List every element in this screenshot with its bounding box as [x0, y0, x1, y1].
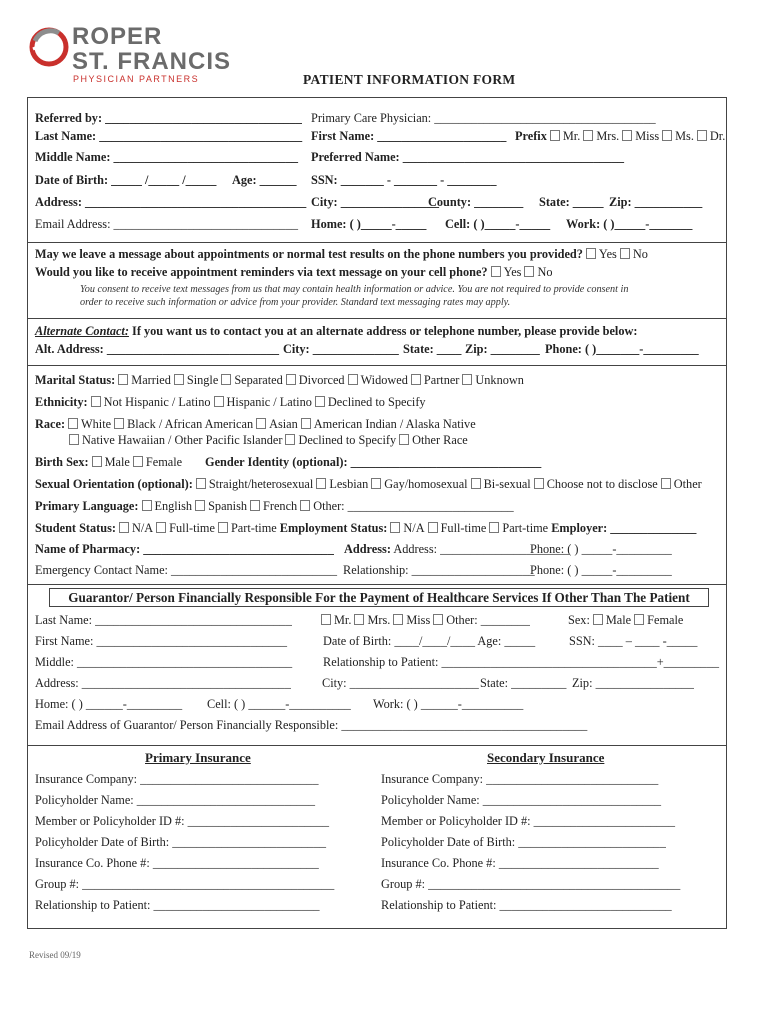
city-field[interactable]: City: ________________ — [311, 195, 440, 209]
marital-partner-checkbox[interactable] — [411, 374, 421, 385]
relationship-field[interactable]: Relationship: ____________________ — [343, 563, 535, 577]
alt-address-field[interactable]: Alt. Address: ____________________________ — [35, 342, 280, 356]
alt-city-field[interactable]: City: ______________ — [283, 342, 399, 356]
guarantor-email-field[interactable]: Email Address of Guarantor/ Person Financially Responsible: ________________________________________ — [35, 718, 588, 732]
race-native-hawaiian-checkbox[interactable] — [69, 434, 79, 445]
alt-zip-field[interactable]: Zip: ________ — [465, 342, 540, 356]
alternate-contact-header: Alternate Contact: If you want us to contact you at an alternate address or telephone number, please provide below: — [35, 324, 638, 338]
guarantor-cell-field[interactable]: Cell: ( ) ______-__________ — [207, 697, 351, 711]
prefix-group: Prefix Mr. Mrs. Miss Ms. Dr. — [515, 129, 726, 143]
ssn-field[interactable]: SSN: _______ - _______ - ________ — [311, 173, 497, 187]
prefix-mrs-checkbox[interactable] — [583, 130, 593, 141]
orientation-bisexual-checkbox[interactable] — [471, 478, 481, 489]
roper-logo-icon — [29, 27, 69, 67]
guarantor-first-name-field[interactable]: First Name: _______________________________ — [35, 634, 288, 648]
guarantor-middle-field[interactable]: Middle: ___________________________________ — [35, 655, 293, 669]
student-employment-row: Student Status: N/A Full-time Part-time Employment Status: N/A Full-time Part-time Employer: ______________ — [35, 521, 697, 535]
emergency-phone-field[interactable]: Phone: ( ) _____-_________ — [530, 563, 672, 577]
orientation-not-disclose-checkbox[interactable] — [534, 478, 544, 489]
language-english-checkbox[interactable] — [142, 500, 152, 511]
pharmacy-field[interactable]: Name of Pharmacy: _______________________________ — [35, 542, 334, 556]
brand-name-line1: ROPER — [72, 23, 163, 50]
zip-field[interactable]: Zip: ___________ — [609, 195, 703, 209]
guarantor-address-field[interactable]: Address: __________________________________ — [35, 676, 291, 690]
race-black-checkbox[interactable] — [114, 418, 124, 429]
primary-member-id-field[interactable]: Member or Policyholder ID #: _______________________ — [35, 814, 330, 828]
guarantor-relationship-field[interactable]: Relationship to Patient: ___________________________________+_________ — [323, 655, 719, 669]
race-american-indian-checkbox[interactable] — [301, 418, 311, 429]
brand-name-line2: ST. FRANCIS — [72, 48, 232, 75]
gender-identity-field[interactable]: Gender Identity (optional): _______________________________ — [205, 455, 542, 469]
text-consent: Would you like to receive appointment reminders via text message on your cell phone? Yes No — [35, 265, 553, 279]
guarantor-last-name-field[interactable]: Last Name: ________________________________ — [35, 613, 292, 627]
secondary-insurance-title: Secondary Insurance — [487, 750, 605, 765]
guarantor-ssn-field[interactable]: SSN: ____ – ____ -_____ — [569, 634, 698, 648]
primary-policyholder-dob-field[interactable]: Policyholder Date of Birth: _________________________ — [35, 835, 327, 849]
email-field[interactable]: Email Address: ______________________________ — [35, 217, 299, 231]
state-field[interactable]: State: _____ — [539, 195, 604, 209]
secondary-relationship-field[interactable]: Relationship to Patient: ____________________________ — [381, 898, 672, 912]
marital-status-row: Marital Status: Married Single Separated Divorced Widowed Partner Unknown — [35, 373, 524, 387]
emergency-contact-field[interactable]: Emergency Contact Name: ___________________________ — [35, 563, 338, 577]
text-yes-checkbox[interactable] — [491, 266, 501, 277]
employment-na-checkbox[interactable] — [390, 522, 400, 533]
guarantor-other-checkbox[interactable] — [433, 614, 443, 625]
ethnicity-row: Ethnicity: Not Hispanic / Latino Hispanic / Latino Declined to Specify — [35, 395, 426, 409]
form-title: PATIENT INFORMATION FORM — [303, 72, 516, 87]
alt-phone-field[interactable]: Phone: ( )_______-_________ — [545, 342, 699, 356]
orientation-row: Sexual Orientation (optional): Straight/heterosexual Lesbian Gay/homosexual Bi-sexual Choose not to disclose Other — [35, 477, 702, 491]
student-na-checkbox[interactable] — [119, 522, 129, 533]
race-asian-checkbox[interactable] — [256, 418, 266, 429]
alt-state-field[interactable]: State: ____ — [403, 342, 462, 356]
message-consent: May we leave a message about appointments or normal test results on the phone numbers you provided? Yes No — [35, 247, 648, 261]
guarantor-miss-checkbox[interactable] — [393, 614, 403, 625]
text-no-checkbox[interactable] — [524, 266, 534, 277]
guarantor-title: Guarantor/ Person Financially Responsible For the Payment of Healthcare Services If Other Than The Patient — [49, 588, 709, 607]
race-white-checkbox[interactable] — [68, 418, 78, 429]
message-yes-checkbox[interactable] — [586, 248, 596, 259]
primary-insurance-title: Primary Insurance — [145, 750, 251, 765]
guarantor-mr-checkbox[interactable] — [321, 614, 331, 625]
orientation-lesbian-checkbox[interactable] — [316, 478, 326, 489]
language-other-checkbox[interactable] — [300, 500, 310, 511]
orientation-straight-checkbox[interactable] — [196, 478, 206, 489]
primary-care-field[interactable]: Primary Care Physician: ____________________________________ — [311, 111, 656, 125]
orientation-other-checkbox[interactable] — [661, 478, 671, 489]
guarantor-zip-field[interactable]: Zip: ________________ — [572, 676, 694, 690]
marital-married-checkbox[interactable] — [118, 374, 128, 385]
prefix-miss-checkbox[interactable] — [622, 130, 632, 141]
birth-sex-row: Birth Sex: Male Female — [35, 455, 183, 469]
guarantor-prefix-group: Mr. Mrs. Miss Other: ________ — [318, 613, 530, 628]
marital-single-checkbox[interactable] — [174, 374, 184, 385]
secondary-policyholder-name-field[interactable]: Policyholder Name: _____________________________ — [381, 793, 662, 807]
guarantor-city-field[interactable]: City: _____________________ — [322, 676, 479, 690]
ethnicity-hispanic-checkbox[interactable] — [214, 396, 224, 407]
marital-separated-checkbox[interactable] — [221, 374, 231, 385]
preferred-name-field[interactable]: Preferred Name: ____________________________________ — [311, 150, 625, 164]
home-phone-field[interactable]: Home: ( )_____-_____ — [311, 217, 427, 231]
race-row-2: Native Hawaiian / Other Pacific Islander Declined to Specify Other Race — [66, 433, 468, 448]
primary-policyholder-name-field[interactable]: Policyholder Name: _____________________________ — [35, 793, 316, 807]
marital-divorced-checkbox[interactable] — [286, 374, 296, 385]
consent-note-1: You consent to receive text messages from us that may contain health information or advice. You are not required to provide consent in — [80, 284, 629, 295]
referred-by-field[interactable]: Referred by: ________________________________ — [35, 111, 302, 125]
middle-name-field[interactable]: Middle Name: ______________________________ — [35, 150, 299, 164]
guarantor-dob-field[interactable]: Date of Birth: ____/____/____ Age: _____ — [323, 634, 536, 648]
dob-field[interactable]: Date of Birth: _____ /_____ /_____ — [35, 173, 217, 187]
language-row: Primary Language: English Spanish French Other: ___________________________ — [35, 499, 514, 513]
guarantor-sex-group: Sex: Male Female — [568, 613, 684, 627]
secondary-insurance-phone-field[interactable]: Insurance Co. Phone #: __________________________ — [381, 856, 659, 870]
primary-group-field[interactable]: Group #: _________________________________________ — [35, 877, 335, 891]
prefix-mr-checkbox[interactable] — [550, 130, 560, 141]
ethnicity-declined-checkbox[interactable] — [315, 396, 325, 407]
guarantor-male-checkbox[interactable] — [593, 614, 603, 625]
birth-sex-male-checkbox[interactable] — [92, 456, 102, 467]
marital-widowed-checkbox[interactable] — [348, 374, 358, 385]
primary-insurance-phone-field[interactable]: Insurance Co. Phone #: ___________________________ — [35, 856, 319, 870]
student-fulltime-checkbox[interactable] — [156, 522, 166, 533]
secondary-policyholder-dob-field[interactable]: Policyholder Date of Birth: ________________________ — [381, 835, 666, 849]
cell-phone-field[interactable]: Cell: ( )_____-_____ — [445, 217, 551, 231]
pharmacy-phone-field[interactable]: Phone: ( ) _____-_________ — [530, 542, 672, 556]
guarantor-state-field[interactable]: State: _________ — [480, 676, 567, 690]
orientation-gay-checkbox[interactable] — [371, 478, 381, 489]
ethnicity-not-hispanic-checkbox[interactable] — [91, 396, 101, 407]
brand-tagline: PHYSICIAN PARTNERS — [73, 74, 200, 84]
secondary-group-field[interactable]: Group #: _________________________________________ — [381, 877, 681, 891]
message-no-checkbox[interactable] — [620, 248, 630, 259]
guarantor-home-field[interactable]: Home: ( ) ______-_________ — [35, 697, 183, 711]
student-parttime-checkbox[interactable] — [218, 522, 228, 533]
last-name-field[interactable]: Last Name: _________________________________ — [35, 129, 303, 143]
marital-unknown-checkbox[interactable] — [462, 374, 472, 385]
secondary-member-id-field[interactable]: Member or Policyholder ID #: _______________________ — [381, 814, 676, 828]
address-field[interactable]: Address: ____________________________________ — [35, 195, 307, 209]
prefix-dr-checkbox[interactable] — [697, 130, 707, 141]
primary-insurance-company-field[interactable]: Insurance Company: _____________________________ — [35, 772, 319, 786]
pharmacy-address-field[interactable]: Address: Address: _____________________ — [344, 542, 570, 556]
language-french-checkbox[interactable] — [250, 500, 260, 511]
guarantor-mrs-checkbox[interactable] — [354, 614, 364, 625]
language-spanish-checkbox[interactable] — [195, 500, 205, 511]
guarantor-female-checkbox[interactable] — [634, 614, 644, 625]
race-declined-checkbox[interactable] — [285, 434, 295, 445]
employer-field[interactable]: Employer: ______________ — [551, 521, 697, 535]
race-row-1: Race: White Black / African American Asian American Indian / Alaska Native — [35, 417, 476, 431]
employment-parttime-checkbox[interactable] — [489, 522, 499, 533]
consent-note-2: order to receive such information or advice from your provider. Standard text messaging rates may apply. — [80, 297, 511, 308]
county-field[interactable]: County: ________ — [428, 195, 524, 209]
primary-relationship-field[interactable]: Relationship to Patient: ___________________________ — [35, 898, 320, 912]
guarantor-work-field[interactable]: Work: ( ) ______-__________ — [373, 697, 524, 711]
race-other-checkbox[interactable] — [399, 434, 409, 445]
revision-note: Revised 09/19 — [29, 950, 81, 960]
secondary-insurance-company-field[interactable]: Insurance Company: ____________________________ — [381, 772, 659, 786]
employment-fulltime-checkbox[interactable] — [428, 522, 438, 533]
prefix-ms-checkbox[interactable] — [662, 130, 672, 141]
work-phone-field[interactable]: Work: ( )_____-_______ — [566, 217, 693, 231]
age-field[interactable]: Age: ______ — [232, 173, 297, 187]
birth-sex-female-checkbox[interactable] — [133, 456, 143, 467]
first-name-field[interactable]: First Name: _____________________ — [311, 129, 507, 143]
